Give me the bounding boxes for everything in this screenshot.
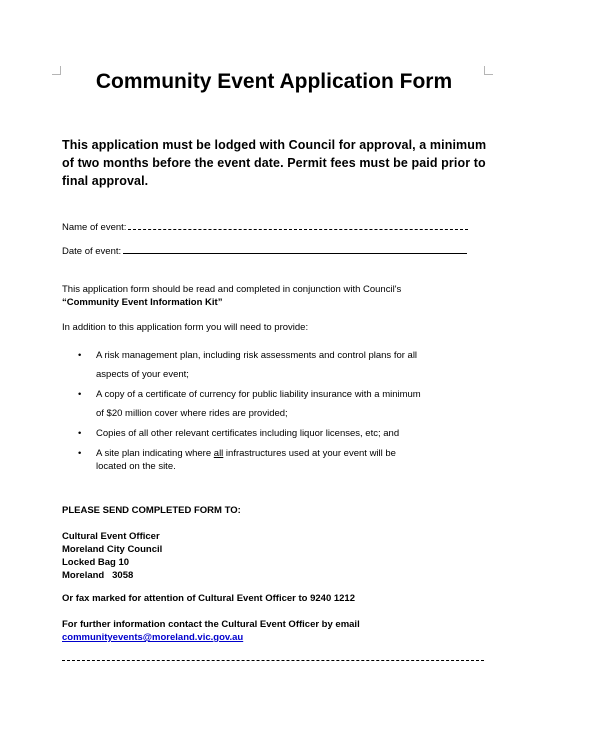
list-item-text: A risk management plan, including risk assessments and control plans for all	[96, 350, 418, 361]
email-link[interactable]: communityevents@moreland.vic.gov.au	[62, 632, 244, 643]
form-title: Community Event Application Form	[95, 70, 453, 93]
list-item	[62, 444, 492, 473]
requirements-list	[62, 346, 492, 474]
date-of-event-line[interactable]	[123, 252, 467, 254]
contact-text: For further information contact the Cultural Event Officer by email	[62, 619, 360, 630]
bullet-icon: •	[78, 350, 82, 361]
bullet-icon: •	[78, 428, 82, 439]
name-of-event-label: Name of event:	[62, 222, 127, 233]
dashed-divider	[62, 660, 484, 661]
list-item	[62, 424, 492, 443]
address-line: Cultural Event Officer	[62, 531, 160, 542]
read-note-paragraph	[62, 283, 482, 309]
name-of-event-line[interactable]	[128, 228, 468, 230]
list-item-text: A site plan indicating where all infrastructures used at your event will be	[96, 448, 396, 459]
list-item-text: A copy of a certificate of currency for public liability insurance with a minimum	[96, 389, 421, 400]
read-note-text: This application form should be read and completed in conjunction with Council's	[62, 284, 402, 295]
date-of-event-label: Date of event:	[62, 246, 122, 257]
bullet-icon: •	[78, 389, 82, 400]
list-item-text: Copies of all other relevant certificates including liquor licenses, etc; and	[96, 428, 400, 439]
address-line: Moreland City Council	[62, 544, 163, 555]
bullet-icon: •	[78, 448, 82, 459]
mailing-address	[62, 530, 162, 582]
contact-info	[62, 618, 360, 644]
send-heading: PLEASE SEND COMPLETED FORM TO:	[62, 505, 241, 516]
address-line: Locked Bag 10	[62, 557, 130, 568]
name-of-event-field[interactable]	[62, 222, 468, 233]
provide-intro: In addition to this application form you will need to provide:	[62, 322, 309, 333]
address-line: Moreland 3058	[62, 570, 134, 581]
fax-instructions: Or fax marked for attention of Cultural Event Officer to 9240 1212	[62, 593, 355, 604]
info-kit-reference: “Community Event Information Kit”	[62, 297, 223, 308]
list-item-text: of $20 million cover where rides are provided;	[96, 408, 288, 419]
intro-paragraph: This application must be lodged with Council for approval, a minimum of two months before the event date. Permit fees must be paid prior to final approval.	[62, 138, 487, 188]
date-of-event-field[interactable]	[62, 246, 467, 257]
list-item	[62, 346, 492, 384]
list-item	[62, 385, 492, 423]
list-item-text: located on the site.	[96, 461, 176, 472]
list-item-text: aspects of your event;	[96, 369, 189, 380]
